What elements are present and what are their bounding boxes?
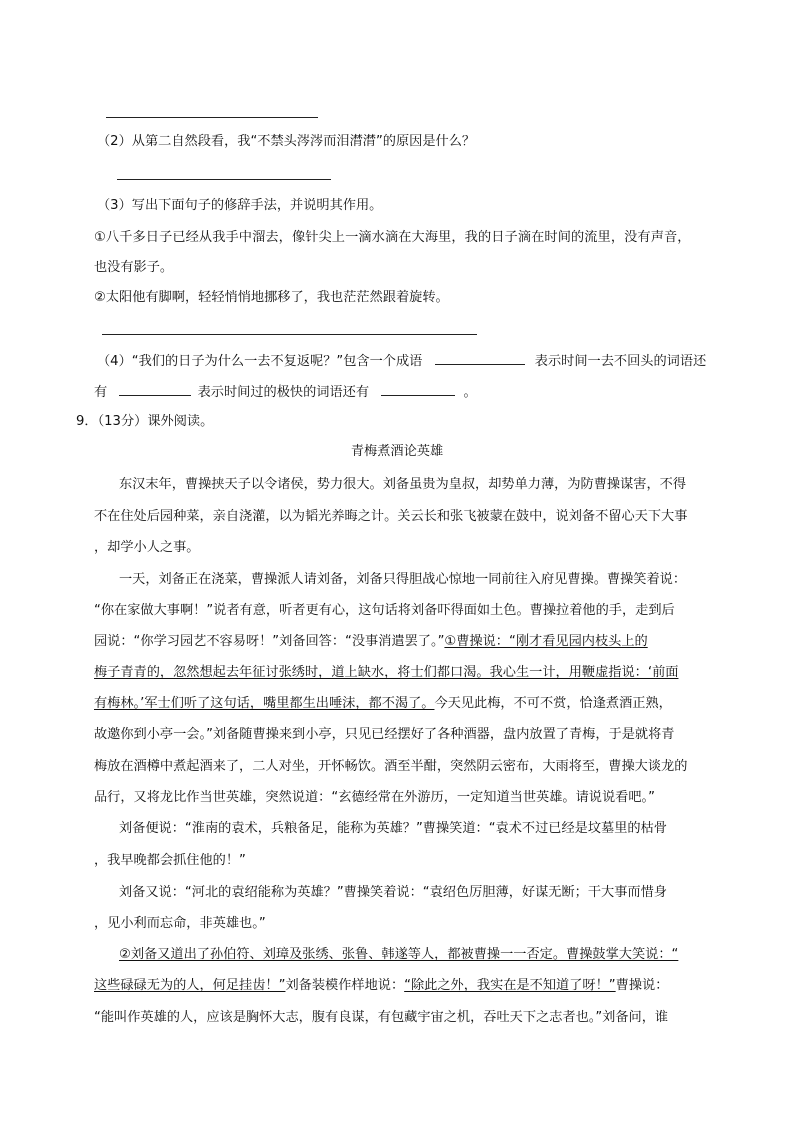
answer-line-q8-1 xyxy=(106,117,318,118)
sentence-1-line-2: 也没有影子。 xyxy=(94,260,174,275)
underlined-sentence-1: ①曹操说：“刚才看见园内枝头上的 xyxy=(444,634,648,649)
q8-4-prompt: （4）“我们的日子为什么一去不复返呢？”包含一个成语 xyxy=(97,354,423,369)
passage-title: 青梅煮酒论英雄 xyxy=(350,444,444,459)
question-8-3: （3）写出下面句子的修辞手法，并说明其作用。 xyxy=(97,198,383,213)
passage-line: “能叫作英雄的人，应该是胸怀大志，腹有良谋，有包藏宇宙之机，吞吐天下之志者也。”刘备问，谁 xyxy=(94,1010,669,1025)
passage-line: 不在住处后园种菜，亲自浇灌，以为韬光养晦之计。关云长和张飞被蒙在鼓中，说刘备不留心天下大事 xyxy=(94,509,688,524)
answer-line-q8-3 xyxy=(102,334,477,335)
answer-line-q8-2 xyxy=(117,179,331,180)
passage-text: 曹操说： xyxy=(615,978,669,993)
passage-text: 园说：“你学习园艺不容易呀！”刘备回答：“没事消遣罢了。” xyxy=(94,634,445,649)
question-9-heading: 9．（13分）课外阅读。 xyxy=(76,414,214,429)
underlined-sentence-2-line-2: 这些碌碌无为的人，何足挂齿！” xyxy=(94,978,286,993)
underlined-sentence-2: ②刘备又道出了孙伯符、刘璋及张绣、张鲁、韩遂等人，都被曹操一一否定。曹操鼓掌大笑说：“ xyxy=(119,947,679,962)
question-8-4-line-2 xyxy=(94,383,477,402)
question-8-4-line-1 xyxy=(97,352,706,371)
question-8-2: （2）从第二自然段看，我“不禁头涔涔而泪潸潸”的原因是什么？ xyxy=(97,134,476,149)
idiom-blank[interactable] xyxy=(435,352,525,365)
passage-line: ，见小利而忘命，非英雄也。” xyxy=(94,916,266,931)
q8-4-prompt-3: 有 xyxy=(94,385,108,400)
passage-line: 刘备又说：“河北的袁绍能称为英雄？”曹操笑着说：“袁绍色厉胆薄，好谋无断；干大事而惜身 xyxy=(119,885,667,900)
passage-line: 品行，又将龙比作当世英雄，突然说道：“玄德经常在外游历，一定知道当世英雄。请说说看吧。” xyxy=(94,790,655,805)
sentence-2: ②太阳他有脚啊，轻轻悄悄地挪移了，我也茫茫然跟着旋转。 xyxy=(94,290,449,305)
underlined-quote: “除此之外，我实在是不知道了呀！” xyxy=(404,978,616,993)
passage-line xyxy=(94,977,668,995)
passage-line: ，我早晚都会抓住他的！” xyxy=(94,853,246,868)
passage-text: 刘备装模作样地说： xyxy=(285,978,405,993)
word-blank-2[interactable] xyxy=(381,383,455,396)
passage-line: “你在家做大事啊！”说者有意，听者更有心，这句话将刘备吓得面如土色。曹操拉着他的手，走到后 xyxy=(94,603,675,618)
passage-line: ，却学小人之事。 xyxy=(94,540,200,555)
underlined-sentence-1-line-3: 有梅林。’军士们听了这句话，嘴里都生出唾沫，都不渴了。 xyxy=(94,696,435,711)
passage-line xyxy=(94,695,672,713)
passage-text: 今天见此梅，不可不赏，恰逢煮酒正熟， xyxy=(434,696,672,711)
passage-line: 一天，刘备正在浇菜，曹操派人请刘备，刘备只得胆战心惊地一同前往入府见曹操。曹操笑着说： xyxy=(119,572,687,587)
passage-line: 刘备便说：“淮南的袁术，兵粮备足，能称为英雄？”曹操笑道：“袁术不过已经是坟墓里的枯骨 xyxy=(119,821,667,836)
passage-line: 梅放在酒樽中煮起酒来了，二人对坐，开怀畅饮。酒至半酣，突然阴云密布，大雨将至，曹操大谈龙的 xyxy=(94,759,688,774)
passage-line xyxy=(94,633,648,651)
underlined-sentence-1-line-2: 梅子青青的，忽然想起去年征讨张绣时，道上缺水，将士们都口渴。我心生一计，用鞭虚指说：‘前面 xyxy=(94,665,679,680)
sentence-1-line-1: ①八千多日子已经从我手中溜去，像针尖上一滴水滴在大海里，我的日子滴在时间的流里，没有声音， xyxy=(94,230,691,245)
q8-4-prompt-4: 表示时间过的极快的词语还有 xyxy=(197,385,370,400)
word-blank-1[interactable] xyxy=(119,383,191,396)
passage-line: 东汉末年，曹操挟天子以令诸侯，势力很大。刘备虽贵为皇叔，却势单力薄，为防曹操谋害，不得 xyxy=(119,477,687,492)
q8-4-end: 。 xyxy=(463,385,477,400)
q8-4-prompt-2: 表示时间一去不回头的词语还 xyxy=(534,354,707,369)
passage-line: 故邀你到小亭一会。”刘备随曹操来到小亭，只见已经摆好了各种酒器，盘内放置了青梅，于是就将青 xyxy=(94,727,675,742)
